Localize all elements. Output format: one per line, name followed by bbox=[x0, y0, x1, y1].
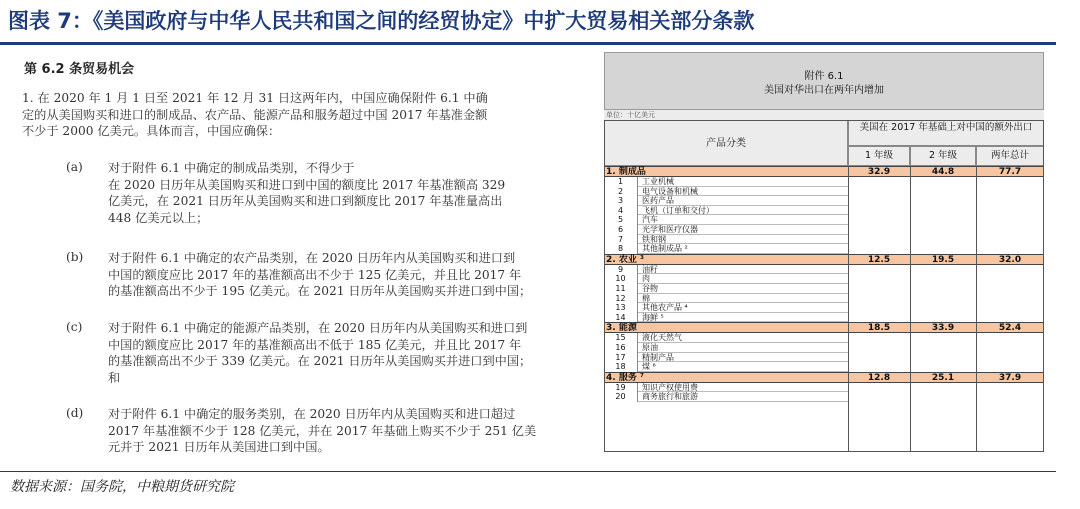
product-name: 商务旅行和旅游 bbox=[642, 392, 698, 402]
item-d-label: (d) bbox=[66, 406, 84, 420]
column-header-year1: 1 年级 bbox=[848, 146, 910, 166]
annex-title: 附件 6.1 bbox=[804, 71, 844, 82]
clause-line: 不少于 2000 亿美元。具体而言，中国应确保： bbox=[22, 124, 281, 138]
product-row bbox=[604, 215, 1044, 225]
page-title: 图表 7：《美国政府与中华人民共和国之间的经贸协定》中扩大贸易相关部分条款 bbox=[8, 9, 755, 33]
clause-1 bbox=[22, 90, 488, 140]
product-name: 汽车 bbox=[642, 215, 658, 225]
product-cell bbox=[638, 274, 848, 284]
column-header-group: 美国在 2017 年基础上对中国的额外出口 bbox=[848, 120, 1044, 146]
product-name: 电气设备和机械 bbox=[642, 186, 698, 196]
product-name: 肉 bbox=[642, 274, 650, 284]
item-line: 2017 年基准额不少于 128 亿美元，并在 2017 年基础上购买不少于 251 亿美 bbox=[108, 423, 537, 438]
category-year1-value: 12.5 bbox=[867, 254, 891, 265]
item-line: 的基准额高出不少于 195 亿美元。在 2021 日历年从美国购买并进口到中国； bbox=[108, 284, 532, 298]
product-name: 原油 bbox=[642, 343, 658, 352]
product-name: 医药产品 bbox=[642, 196, 674, 206]
product-name: 棉 bbox=[642, 293, 650, 303]
product-number: 4 bbox=[604, 206, 638, 216]
product-row bbox=[604, 225, 1044, 235]
section-title: 第 6.2 条贸易机会 bbox=[24, 62, 135, 77]
product-number: 16 bbox=[604, 343, 638, 353]
category-year1-value: 18.5 bbox=[867, 323, 891, 334]
product-row bbox=[604, 392, 1044, 402]
source-note: 数据来源：国务院，中粮期货研究院 bbox=[10, 479, 234, 495]
column-header-total: 两年总计 bbox=[976, 146, 1044, 166]
item-c-label: (c) bbox=[66, 320, 83, 334]
column-header-year2: 2 年级 bbox=[910, 146, 976, 166]
product-row bbox=[604, 274, 1044, 284]
annex-table bbox=[604, 52, 1044, 452]
product-number: 11 bbox=[604, 284, 638, 294]
category-total-value: 37.9 bbox=[998, 372, 1022, 383]
agreement-excerpt bbox=[0, 48, 590, 468]
item-line: 448 亿美元以上； bbox=[108, 210, 209, 225]
product-row bbox=[604, 333, 1044, 343]
product-name: 谷物 bbox=[642, 284, 658, 293]
product-number: 19 bbox=[604, 383, 638, 393]
product-row bbox=[604, 362, 1044, 372]
product-row bbox=[604, 187, 1044, 197]
product-name: 液化天然气 bbox=[642, 333, 682, 343]
item-line: 对于附件 6.1 中确定的能源产品类别，在 2020 日历年内从美国购买和进口到 bbox=[108, 321, 528, 335]
category-year2-value: 25.1 bbox=[931, 372, 955, 383]
item-a-label: (a) bbox=[66, 160, 83, 174]
column-divider bbox=[910, 166, 911, 452]
product-number: 13 bbox=[604, 303, 638, 313]
product-row bbox=[604, 265, 1044, 275]
product-row bbox=[604, 235, 1044, 245]
product-row bbox=[604, 303, 1044, 313]
product-cell bbox=[638, 265, 848, 275]
item-line: 中国的额度应比 2017 年的基准额高出不低于 185 亿美元，并且比 2017 年 bbox=[108, 337, 522, 352]
category-total-value: 77.7 bbox=[998, 167, 1022, 177]
product-cell bbox=[638, 362, 848, 372]
product-number: 9 bbox=[604, 265, 638, 275]
product-row bbox=[604, 284, 1044, 294]
clause-line: 1. 在 2020 年 1 月 1 日至 2021 年 12 月 31 日这两年内，中国应确保附件 6.1 中确 bbox=[22, 91, 488, 105]
product-name: 油籽 bbox=[642, 264, 658, 274]
item-line: 对于附件 6.1 中确定的农产品类别，在 2020 日历年内从美国购买和进口到 bbox=[108, 251, 516, 265]
column-divider bbox=[848, 166, 849, 452]
category-name: 3. 能源 bbox=[606, 323, 637, 334]
product-name: 工业机械 bbox=[642, 177, 674, 186]
item-line: 在 2020 日历年从美国购买和进口到中国的额度比 2017 年基准额高 329 bbox=[108, 177, 506, 192]
column-divider bbox=[976, 166, 977, 452]
product-number: 10 bbox=[604, 274, 638, 284]
category-year1-value: 32.9 bbox=[867, 167, 891, 177]
category-year2-value: 19.5 bbox=[931, 254, 955, 265]
unit-label: 单位：十亿美元 bbox=[604, 110, 1044, 120]
category-row bbox=[604, 166, 1044, 177]
item-b-label: (b) bbox=[66, 250, 84, 264]
item-d-text bbox=[108, 406, 536, 456]
product-row bbox=[604, 244, 1044, 254]
product-number: 20 bbox=[604, 392, 638, 402]
footer-rule bbox=[0, 471, 1056, 472]
product-row bbox=[604, 196, 1044, 206]
item-c-text bbox=[108, 320, 531, 386]
product-row bbox=[604, 343, 1044, 353]
product-number: 2 bbox=[604, 187, 638, 197]
product-row bbox=[604, 313, 1044, 323]
product-name: 铁和钢 bbox=[642, 234, 666, 244]
product-number: 1 bbox=[604, 177, 638, 187]
product-number: 5 bbox=[604, 215, 638, 225]
item-line: 亿美元，在 2021 日历年从美国购买和进口到额度比 2017 年基准量高出 bbox=[108, 194, 503, 208]
item-line: 元并于 2021 日历年从美国进口到中国。 bbox=[108, 440, 330, 454]
column-header-category: 产品分类 bbox=[604, 120, 848, 166]
category-name: 2. 农业 ³ bbox=[606, 254, 644, 265]
product-row bbox=[604, 206, 1044, 216]
title-rule bbox=[0, 42, 1056, 45]
product-name: 海鲜 ⁵ bbox=[642, 312, 664, 322]
product-cell bbox=[638, 294, 848, 304]
product-number: 6 bbox=[604, 225, 638, 235]
category-row bbox=[604, 322, 1044, 333]
product-number: 18 bbox=[604, 362, 638, 372]
item-line: 对于附件 6.1 中确定的制成品类别，不得少于 bbox=[108, 161, 355, 175]
product-row bbox=[604, 383, 1044, 393]
product-name: 煤 ⁶ bbox=[642, 362, 656, 372]
category-year2-value: 44.8 bbox=[931, 167, 955, 177]
product-name: 精制产品 bbox=[642, 352, 674, 362]
product-cell bbox=[638, 313, 848, 323]
product-name: 飞机（订单和交付） bbox=[642, 205, 714, 215]
category-name: 1. 制成品 bbox=[606, 167, 646, 177]
product-number: 8 bbox=[604, 244, 638, 254]
product-name: 其他农产品 ⁴ bbox=[642, 303, 688, 313]
product-number: 12 bbox=[604, 294, 638, 304]
product-number: 17 bbox=[604, 353, 638, 363]
category-total-value: 32.0 bbox=[998, 254, 1022, 265]
item-line: 中国的额度应比 2017 年的基准额高出不少于 125 亿美元，并且比 2017 年 bbox=[108, 267, 522, 282]
product-row bbox=[604, 294, 1044, 304]
product-cell bbox=[638, 215, 848, 225]
category-year2-value: 33.9 bbox=[931, 323, 955, 334]
product-number: 14 bbox=[604, 313, 638, 323]
item-line: 的基准额高出不少于 339 亿美元。在 2021 日历年从美国购买并进口到中国； bbox=[108, 354, 532, 368]
product-number: 7 bbox=[604, 235, 638, 245]
category-total-value: 52.4 bbox=[998, 323, 1022, 334]
product-cell bbox=[638, 343, 848, 353]
product-name: 知识产权使用费 bbox=[642, 382, 698, 392]
category-name: 4. 服务 ⁷ bbox=[606, 372, 644, 383]
annex-header bbox=[604, 52, 1044, 110]
item-line: 和 bbox=[108, 370, 121, 385]
product-cell bbox=[638, 235, 848, 245]
category-row bbox=[604, 372, 1044, 383]
category-year1-value: 12.8 bbox=[867, 372, 891, 383]
product-cell bbox=[638, 284, 848, 294]
category-row bbox=[604, 254, 1044, 265]
product-row bbox=[604, 177, 1044, 187]
product-name: 其他制成品 ² bbox=[642, 244, 688, 254]
product-row bbox=[604, 353, 1044, 363]
product-number: 3 bbox=[604, 196, 638, 206]
item-b-text bbox=[108, 250, 531, 300]
item-a-text bbox=[108, 160, 505, 226]
clause-line: 定的从美国购买和进口的制成品、农产品、能源产品和服务超过中国 2017 年基准金额 bbox=[22, 107, 488, 122]
product-number: 15 bbox=[604, 333, 638, 343]
item-line: 对于附件 6.1 中确定的服务类别，在 2020 日历年内从美国购买和进口超过 bbox=[108, 407, 516, 421]
annex-subtitle: 美国对华出口在两年内增加 bbox=[764, 85, 884, 96]
product-name: 光学和医疗仪器 bbox=[642, 225, 698, 234]
